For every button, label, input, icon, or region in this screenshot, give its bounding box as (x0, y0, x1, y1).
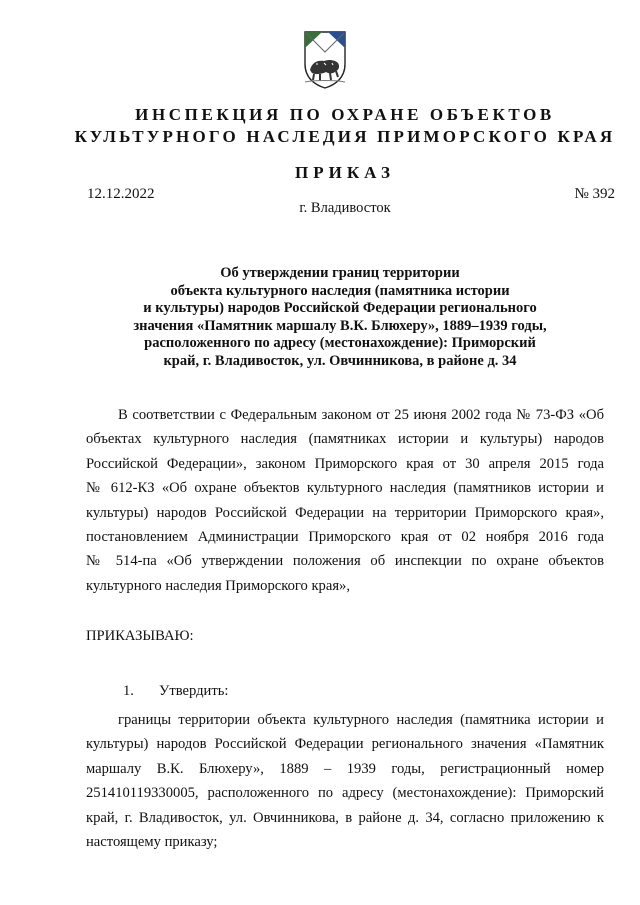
item-line: 251410119330005, расположенного по адресу (местонахождение): Приморский (86, 785, 604, 802)
title-line: Об утверждении границ территории (220, 265, 460, 281)
item-line: границы территории объекта культурного наследия (памятника истории и (118, 712, 604, 728)
preamble-paragraph (86, 403, 604, 598)
document-city: г. Владивосток (299, 200, 391, 216)
item-1-paragraph (86, 708, 604, 854)
preamble-line: объектах культурного наследия (памятниках истории и культуры) народов (86, 431, 604, 448)
organization-name-line1: ИНСПЕКЦИЯ ПО ОХРАНЕ ОБЪЕКТОВ (135, 105, 555, 124)
item-number: 1. (123, 683, 134, 699)
preamble-line: № 612-КЗ «Об охране объектов культурного наследия (памятников истории и (86, 480, 604, 497)
preamble-line: Российской Федерации», законом Приморского края от 30 апреля 2015 года (86, 455, 604, 472)
document-date: 12.12.2022 (87, 186, 155, 202)
preamble-line: постановлением Администрации Приморского края от 02 ноября 2016 года (86, 529, 604, 546)
item-1-heading (123, 683, 228, 700)
primorye-coat-of-arms-icon (302, 30, 348, 90)
preamble-line: культуры) народов Российской Федерации на территории Приморского края», (86, 504, 604, 521)
item-line: край, г. Владивосток, ул. Овчинникова, в районе д. 34, согласно приложению к (86, 809, 604, 826)
preamble-line: № 514-па «Об утверждении положения об инспекции по охране объектов (86, 553, 604, 570)
item-line: культуры) народов Российской Федерации регионального значения «Памятник (86, 736, 604, 753)
document-number: № 392 (574, 186, 615, 202)
document-title (95, 265, 585, 371)
document-type: ПРИКАЗ (295, 163, 395, 182)
order-word: ПРИКАЗЫВАЮ: (86, 628, 194, 644)
preamble-line: культурного наследия Приморского края», (86, 577, 350, 594)
coat-of-arms-icon (302, 30, 348, 90)
title-line: и культуры) народов Российской Федерации регионального (143, 300, 537, 317)
preamble-line: В соответствии с Федеральным законом от 25 июня 2002 года № 73-ФЗ «Об (118, 407, 604, 423)
item-line: маршалу В.К. Блюхеру», 1889 – 1939 годы, регистрационный номер (86, 760, 604, 777)
title-line: значения «Памятник маршалу В.К. Блюхеру», 1889–1939 годы, (133, 317, 547, 334)
title-line: край, г. Владивосток, ул. Овчинникова, в районе д. 34 (163, 352, 517, 369)
title-line: объекта культурного наследия (памятника истории (170, 282, 510, 299)
item-line: настоящему приказу; (86, 834, 218, 851)
organization-name-line2: КУЛЬТУРНОГО НАСЛЕДИЯ ПРИМОРСКОГО КРАЯ (74, 127, 616, 146)
title-line: расположенного по адресу (местонахождение): Приморский (144, 335, 536, 352)
item-text: Утвердить: (159, 683, 229, 699)
